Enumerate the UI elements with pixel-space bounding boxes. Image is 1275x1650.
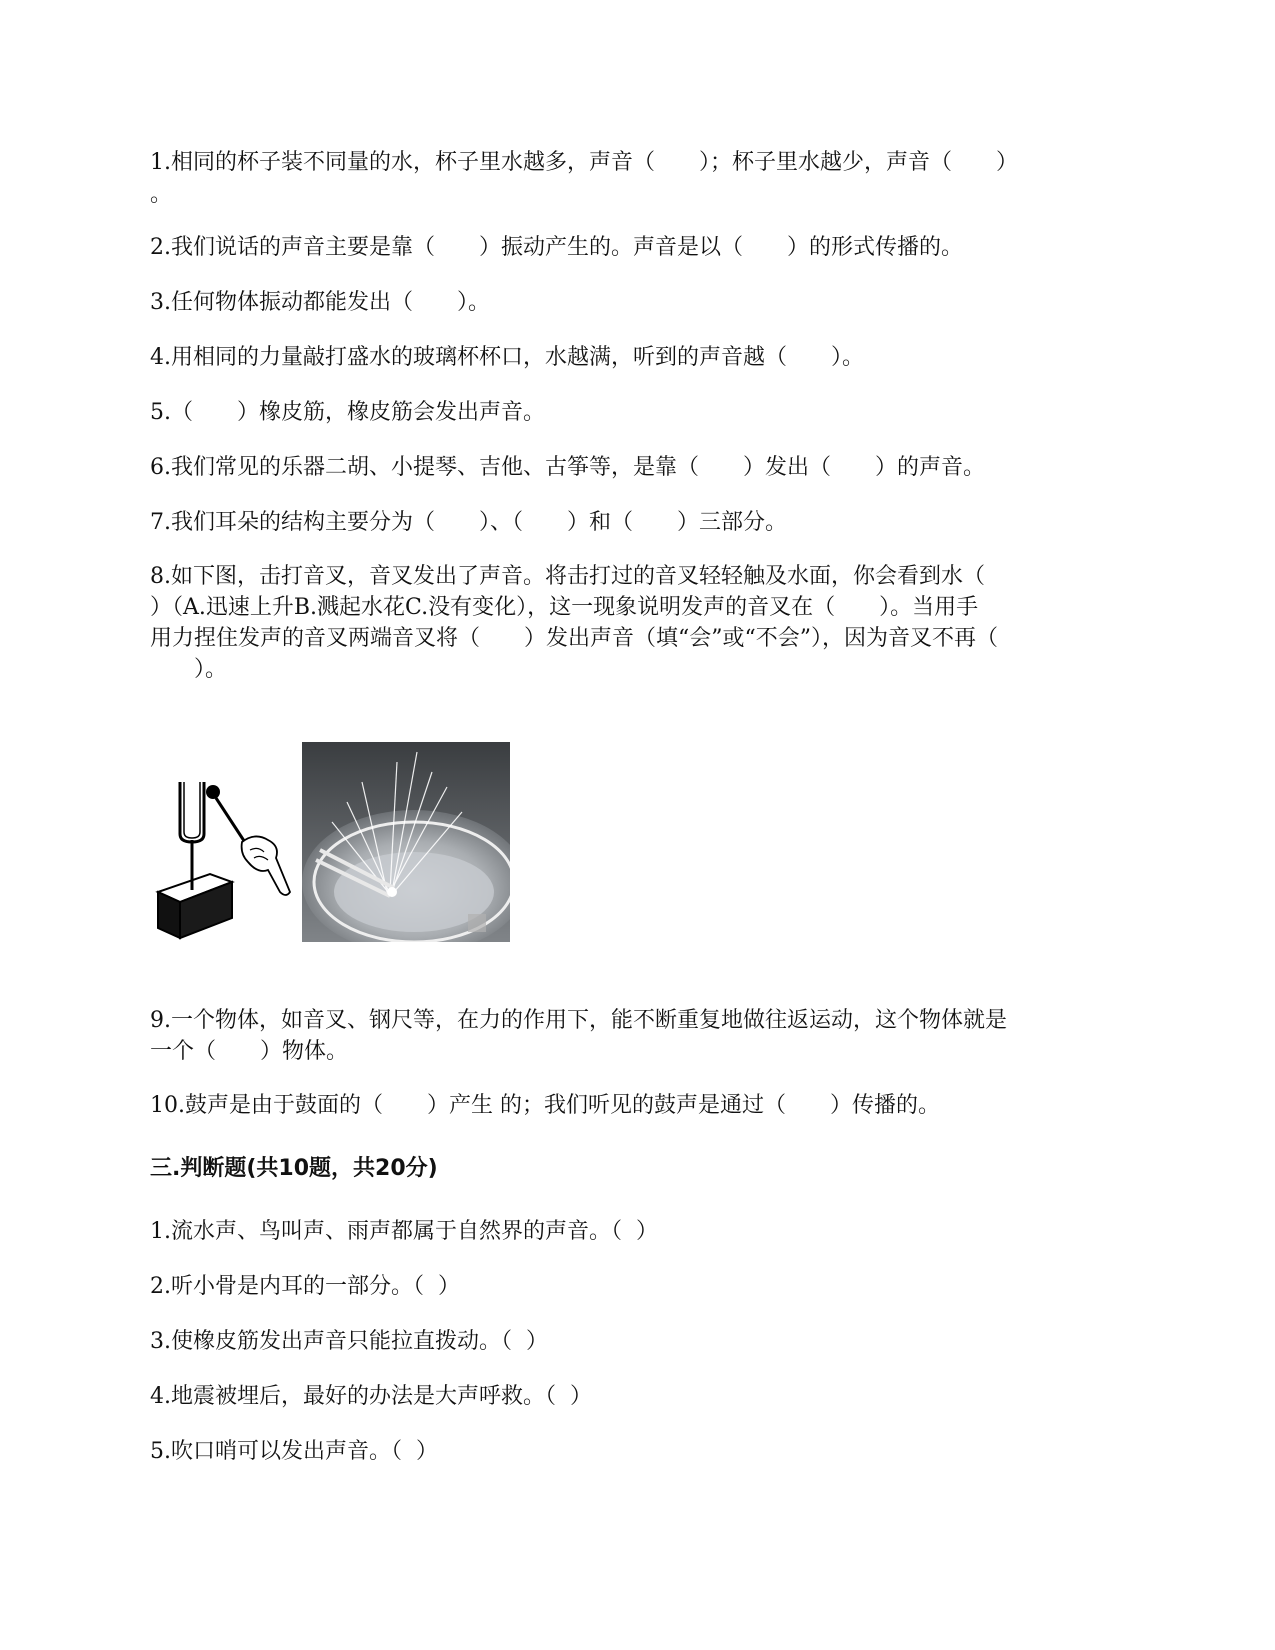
question-9-line-2: 一个（ ）物体。 (150, 1039, 349, 1064)
question-1-line-1: 1.相同的杯子装不同量的水，杯子里水越多，声音（ ）；杯子里水越少，声音（ ） (150, 150, 1018, 175)
question-10: 10.鼓声是由于鼓面的（ ）产生 的；我们听见的鼓声是通过（ ）传播的。 (150, 1093, 940, 1118)
judgment-item-4: 4.地震被埋后，最好的办法是大声呼救。（ ） (150, 1384, 592, 1409)
tuning-fork-strike-illustration (150, 742, 295, 947)
judgment-item-2: 2.听小骨是内耳的一部分。（ ） (150, 1274, 460, 1299)
tuning-fork-water-photo (302, 742, 510, 942)
question-8-line-3: 用力捏住发声的音叉两端音叉将（ ）发出声音（填“会”或“不会”），因为音叉不再（ (150, 626, 998, 651)
question-8-line-2: ）（A.迅速上升B.溅起水花C.没有变化），这一现象说明发声的音叉在（ ）。当用手 (150, 595, 979, 620)
question-1-line-2: 。 (150, 182, 173, 207)
judgment-item-3: 3.使橡皮筋发出声音只能拉直拨动。（ ） (150, 1329, 548, 1354)
question-8-line-1: 8.如下图，击打音叉，音叉发出了声音。将击打过的音叉轻轻触及水面，你会看到水（ (150, 564, 985, 589)
question-2: 2.我们说话的声音主要是靠（ ）振动产生的。声音是以（ ）的形式传播的。 (150, 235, 963, 260)
tuning-fork-figure (150, 742, 520, 947)
question-8-line-4: ）。 (150, 657, 228, 682)
question-9-line-1: 9.一个物体，如音叉、钢尺等，在力的作用下，能不断重复地做往返运动，这个物体就是 (150, 1008, 1007, 1033)
question-5: 5.（ ）橡皮筋，橡皮筋会发出声音。 (150, 400, 545, 425)
judgment-item-5: 5.吹口哨可以发出声音。（ ） (150, 1439, 438, 1464)
question-7: 7.我们耳朵的结构主要分为（ ）、（ ）和（ ）三部分。 (150, 510, 787, 535)
question-4: 4.用相同的力量敲打盛水的玻璃杯杯口，水越满，听到的声音越（ ）。 (150, 345, 864, 370)
question-3: 3.任何物体振动都能发出（ ）。 (150, 290, 490, 315)
question-6: 6.我们常见的乐器二胡、小提琴、吉他、古筝等，是靠（ ）发出（ ）的声音。 (150, 455, 985, 480)
section-3-heading: 三.判断题(共10题，共20分) (150, 1156, 438, 1181)
judgment-item-1: 1.流水声、鸟叫声、雨声都属于自然界的声音。（ ） (150, 1219, 658, 1244)
